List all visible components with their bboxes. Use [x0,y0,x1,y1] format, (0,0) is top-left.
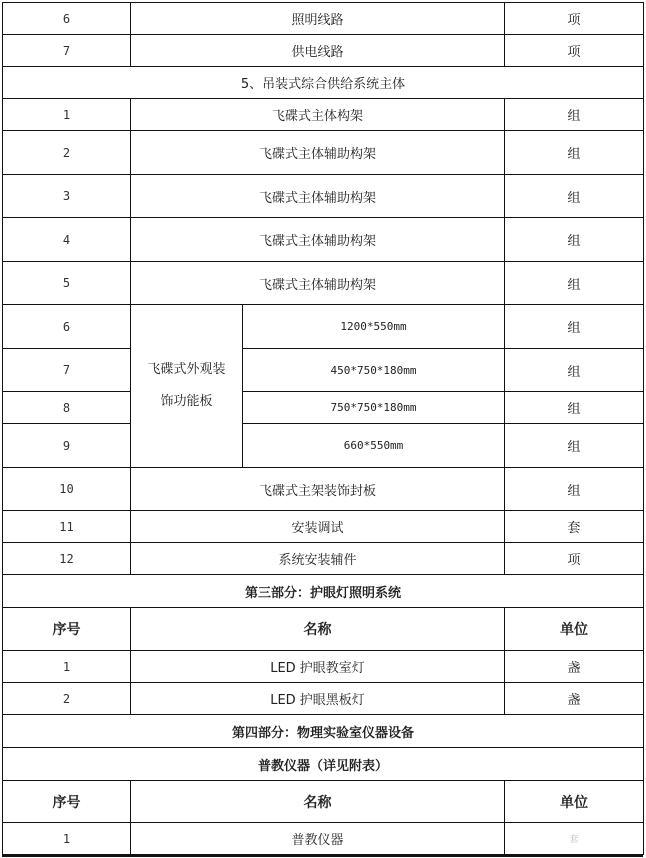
item-unit: 组 [505,349,644,392]
subtitle-row [3,748,644,781]
equipment-list-table [2,2,644,855]
row-number: 6 [3,305,131,349]
item-spec: 660*550mm [243,424,505,468]
table-row [3,511,644,543]
row-number: 4 [3,218,131,262]
row-number: 2 [3,683,131,715]
table-row [3,468,644,511]
item-name: 飞碟式主体辅助构架 [131,218,505,262]
header-row [3,608,644,651]
item-spec: 1200*550mm [243,305,505,349]
item-name: 供电线路 [131,35,505,67]
header-no: 序号 [3,608,131,651]
item-name: 飞碟式主体辅助构架 [131,175,505,218]
item-name: 安装调试 [131,511,505,543]
item-unit: 组 [505,392,644,424]
item-spec: 450*750*180mm [243,349,505,392]
row-number: 8 [3,392,131,424]
table-row [3,218,644,262]
item-name: LED 护眼黑板灯 [131,683,505,715]
item-unit: 组 [505,262,644,305]
table-row [3,424,644,468]
row-number: 1 [3,823,131,855]
table-row [3,651,644,683]
panel-group-name-line1: 飞碟式外观装 [147,362,226,377]
item-unit: 套 [505,511,644,543]
panel-group-name-line2: 饰功能板 [160,394,213,409]
item-name: LED 护眼教室灯 [131,651,505,683]
item-unit: 盏 [505,683,644,715]
table-row [3,392,644,424]
header-unit: 单位 [505,781,644,823]
table-row [3,131,644,175]
item-unit: 组 [505,99,644,131]
row-number: 1 [3,651,131,683]
row-number: 7 [3,349,131,392]
row-number: 1 [3,99,131,131]
header-unit: 单位 [505,608,644,651]
part3-title: 第三部分：护眼灯照明系统 [3,575,644,608]
item-spec: 750*750*180mm [243,392,505,424]
item-name: 普教仪器 [131,823,505,855]
item-name: 照明线路 [131,3,505,35]
item-name: 飞碟式主架装饰封板 [131,468,505,511]
row-number: 9 [3,424,131,468]
item-unit: 盏 [505,651,644,683]
header-name: 名称 [131,781,505,823]
header-no: 序号 [3,781,131,823]
part-title-row [3,575,644,608]
table-row [3,35,644,67]
row-number: 5 [3,262,131,305]
row-number: 3 [3,175,131,218]
part-title-row [3,715,644,748]
table-row [3,543,644,575]
table-row [3,99,644,131]
table-row [3,3,644,35]
item-unit: 组 [505,131,644,175]
item-unit: 组 [505,175,644,218]
item-unit: 项 [505,35,644,67]
table-row [3,683,644,715]
header-row [3,781,644,823]
item-name: 系统安装辅件 [131,543,505,575]
item-unit: 组 [505,468,644,511]
part4-title: 第四部分：物理实验室仪器设备 [3,715,644,748]
row-number: 2 [3,131,131,175]
section-title: 5、吊装式综合供给系统主体 [3,67,644,99]
row-number: 6 [3,3,131,35]
row-number: 11 [3,511,131,543]
panel-group-name [131,305,243,468]
item-unit: 组 [505,424,644,468]
row-number: 12 [3,543,131,575]
section-title-row [3,67,644,99]
item-unit: 套 [505,823,644,855]
table-row [3,262,644,305]
item-name: 飞碟式主体辅助构架 [131,131,505,175]
header-name: 名称 [131,608,505,651]
item-unit: 项 [505,543,644,575]
part4-subtitle: 普教仪器（详见附表） [3,748,644,781]
item-unit: 组 [505,218,644,262]
table-bottom-border [2,854,643,857]
item-name: 飞碟式主体构架 [131,99,505,131]
row-number: 7 [3,35,131,67]
item-name: 飞碟式主体辅助构架 [131,262,505,305]
table-row [3,349,644,392]
table-row [3,175,644,218]
table-row [3,823,644,855]
item-unit: 组 [505,305,644,349]
item-unit: 项 [505,3,644,35]
row-number: 10 [3,468,131,511]
table-row [3,305,644,349]
